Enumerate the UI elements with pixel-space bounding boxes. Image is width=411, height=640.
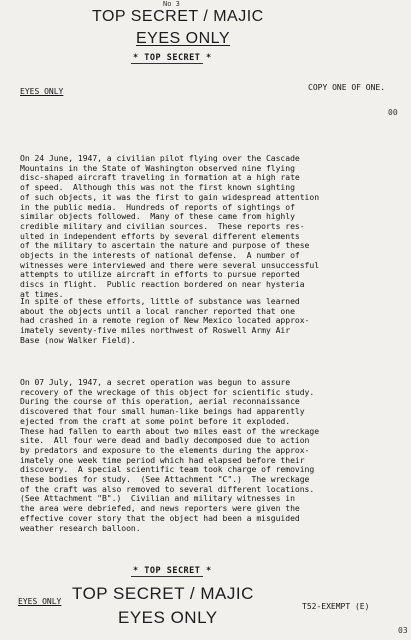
eyes-only-label: EYES ONLY (20, 87, 64, 96)
top-secret-majic-stamp: TOP SECRET / MAJIC (92, 8, 264, 25)
top-secret-majic-stamp-bottom: TOP SECRET / MAJIC (72, 584, 254, 603)
classification-underline (131, 63, 203, 64)
classification-underline-bottom (131, 576, 203, 577)
exempt-label: T52-EXEMPT (E) (302, 602, 370, 611)
paragraph-2: In spite of these efforts, little of substance was learned about the objects until a local rancher reported that one had crashed in a remote region of New Mexico located approx- imately seventy-five miles northwest of Roswell Army Air Base (now Walker Field). (20, 296, 310, 345)
copy-label: COPY ONE OF ONE. (308, 83, 386, 92)
classification-banner-bottom: * TOP SECRET * (133, 566, 212, 576)
corner-mark: No 3 (163, 0, 180, 8)
eyes-only-stamp-bottom: EYES ONLY (118, 608, 218, 627)
page-mark-bottom: 03 (398, 626, 408, 635)
eyes-only-label-bottom: EYES ONLY (18, 597, 62, 606)
page-mark-top: 00 (388, 108, 398, 117)
paragraph-3: On 07 July, 1947, a secret operation was begun to assure recovery of the wreckage of this object for scientific study. During the course of this operation, aerial reconnaissance discovered that four small human-like beings had apparently ejected from the craft at some point before it exploded. These had fallen to earth about two miles east of the wreckage site. All four were dead and badly decomposed due to action by predators and exposure to the elements during the approx- imately one week time period which had elapsed before their discovery. A special scientific team took charge of removing these bodies for study. (See Attachment "C".) The wreckage of the craft was also removed to several different locations. (See Attachment "B".) Civilian and military witnesses in the area were debriefed, and news reporters were given the effective cover story that the object had been a misguided weather research balloon. (20, 377, 320, 533)
classification-banner-top: * TOP SECRET * (133, 53, 212, 63)
eyes-only-stamp: EYES ONLY (136, 30, 231, 47)
paragraph-1: On 24 June, 1947, a civilian pilot flying over the Cascade Mountains in the State of Washington observed nine flying disc-shaped aircraft traveling in formation at a high rate of speed. Although this was not the first known sighting of such objects, it was the first to gain widespread attention in the public media. Hundreds of reports of sightings of similar objects followed. Many of these came from highly credible military and civilian sources. These reports res- ulted in independent efforts by several different elements of the military to ascertain the nature and purpose of these objects in the interests of national defense. A number of witnesses were interviewed and there were several unsuccessful attempts to utilize aircraft in efforts to pursue reported discs in flight. Public reaction bordered on near hysteria at times. (20, 153, 320, 299)
